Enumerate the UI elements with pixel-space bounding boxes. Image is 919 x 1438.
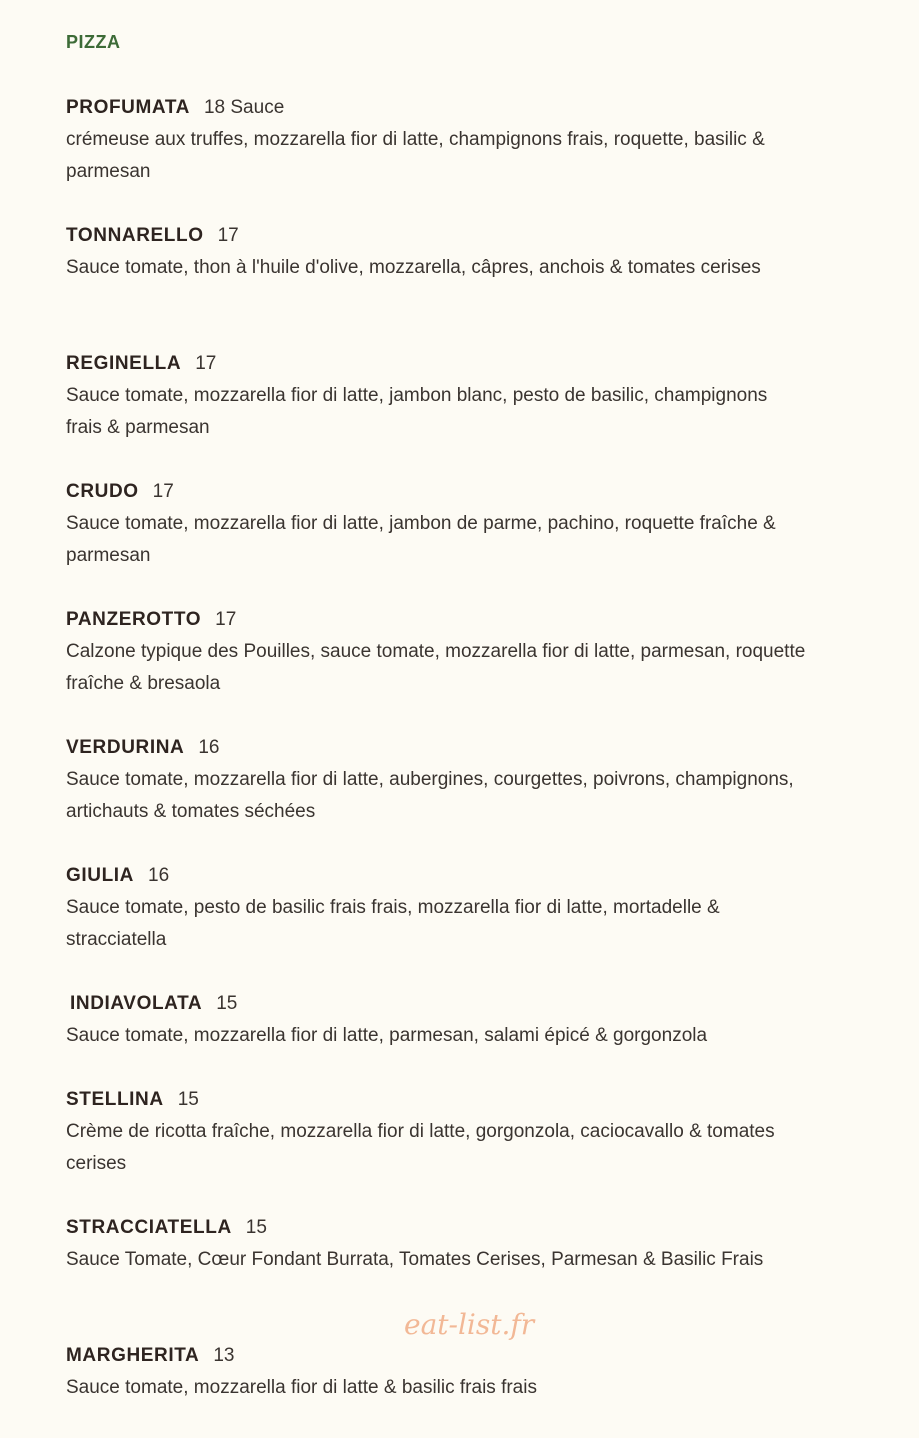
item-description: Calzone typique des Pouilles, sauce tomate, mozzarella fior di latte, parmesan, roquette fraîche & bresaola [66, 641, 806, 694]
item-head [66, 1340, 806, 1372]
item-price: 17 [195, 353, 217, 374]
item-name: CRUDO [66, 481, 139, 502]
item-price: 16 [148, 865, 170, 886]
item-head [66, 476, 806, 508]
item-description: Crème de ricotta fraîche, mozzarella fior di latte, gorgonzola, caciocavallo & tomates cerises [66, 1121, 775, 1174]
item-head [66, 988, 806, 1020]
item-head [66, 860, 806, 892]
item-price: 18 Sauce [203, 97, 285, 118]
menu-item [66, 1212, 806, 1276]
item-head [66, 348, 806, 380]
item-name: STELLINA [66, 1089, 164, 1110]
menu-item [66, 476, 806, 572]
item-name: STRACCIATELLA [66, 1217, 232, 1238]
item-head [66, 732, 806, 764]
item-price: 17 [152, 481, 174, 502]
item-description: Sauce Tomate, Cœur Fondant Burrata, Tomates Cerises, Parmesan & Basilic Frais [66, 1249, 764, 1270]
menu-item [66, 1340, 806, 1404]
item-price: 16 [198, 737, 220, 758]
watermark: eat-list.fr [404, 1308, 535, 1341]
item-description: Sauce tomate, mozzarella fior di latte, aubergines, courgettes, poivrons, champignons, artichauts & tomates séchées [66, 769, 794, 822]
item-head [66, 1212, 806, 1244]
menu-item [66, 92, 806, 188]
menu-item [66, 604, 806, 700]
item-price: 15 [177, 1089, 199, 1110]
item-price: 15 [216, 993, 238, 1014]
item-head [66, 220, 806, 252]
item-head [66, 92, 806, 124]
item-price: 15 [245, 1217, 267, 1238]
item-head [66, 604, 806, 636]
section-title: PIZZA [66, 32, 121, 52]
item-name: TONNARELLO [66, 225, 204, 246]
item-price: 17 [215, 609, 237, 630]
item-head [66, 1084, 806, 1116]
item-name: VERDURINA [66, 737, 185, 758]
item-description: Sauce tomate, mozzarella fior di latte, jambon blanc, pesto de basilic, champignons frais & parmesan [66, 385, 768, 438]
item-description: Sauce tomate, mozzarella fior di latte, parmesan, salami épicé & gorgonzola [66, 1025, 708, 1046]
item-name: PROFUMATA [66, 97, 190, 118]
menu-item [66, 732, 806, 828]
item-description: Sauce tomate, pesto de basilic frais frais, mozzarella fior di latte, mortadelle & stracciatella [66, 897, 720, 950]
item-name: MARGHERITA [66, 1345, 200, 1366]
item-price: 17 [217, 225, 239, 246]
item-description: Sauce tomate, mozzarella fior di latte, jambon de parme, pachino, roquette fraîche & parmesan [66, 513, 776, 566]
item-name: GIULIA [66, 865, 134, 886]
menu-item [66, 860, 806, 956]
item-description: Sauce tomate, thon à l'huile d'olive, mozzarella, câpres, anchois & tomates cerises [66, 257, 761, 278]
item-name: PANZEROTTO [66, 609, 202, 630]
item-price: 13 [213, 1345, 235, 1366]
item-name: REGINELLA [66, 353, 182, 374]
item-name: INDIAVOLATA [70, 993, 203, 1014]
menu-item [66, 220, 806, 284]
menu-item [66, 348, 806, 444]
item-description: crémeuse aux truffes, mozzarella fior di latte, champignons frais, roquette, basilic & parmesan [66, 129, 765, 182]
menu-item [66, 1084, 806, 1180]
item-description: Sauce tomate, mozzarella fior di latte & basilic frais frais [66, 1377, 537, 1398]
menu-item [66, 988, 806, 1052]
